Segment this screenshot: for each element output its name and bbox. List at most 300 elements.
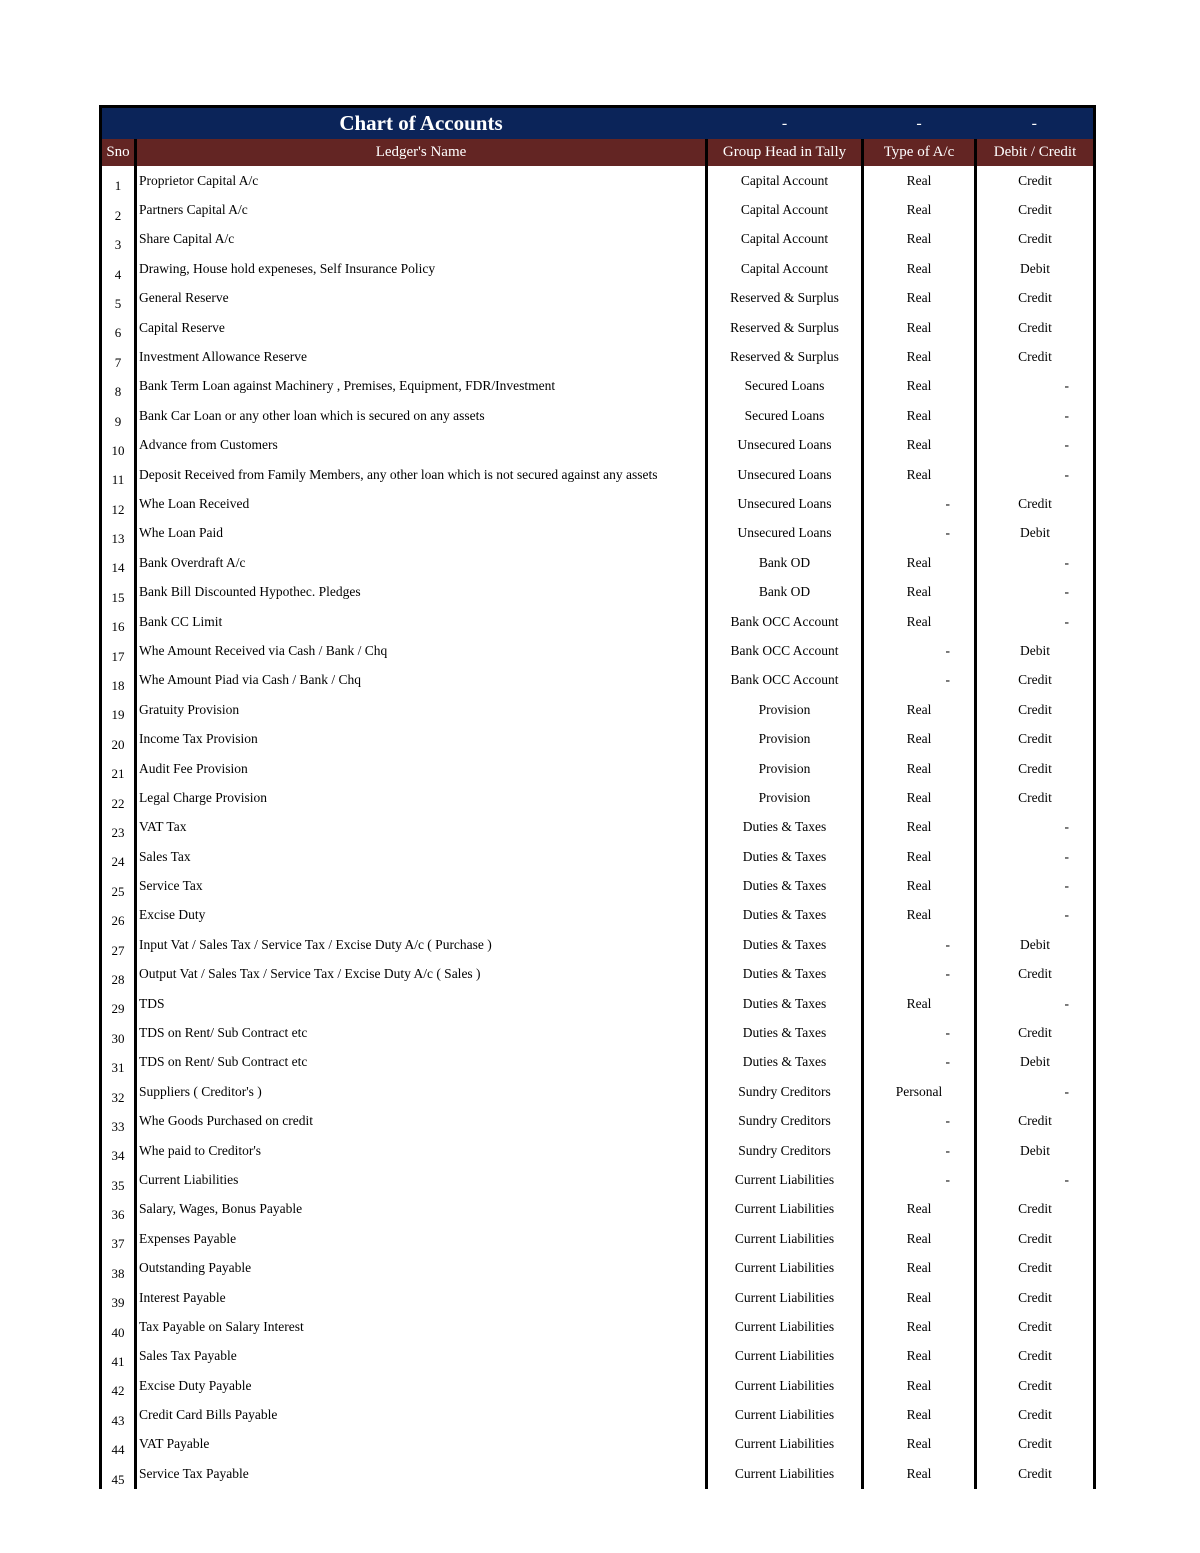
row-debit-credit: Debit (976, 519, 1095, 548)
row-type: Personal (863, 1077, 976, 1106)
row-sno: 16 (101, 607, 136, 636)
row-ledger-name: Whe Loan Received (136, 489, 707, 518)
row-sno: 11 (101, 460, 136, 489)
row-group-head: Bank OCC Account (707, 666, 863, 695)
row-debit-credit: Credit (976, 1107, 1095, 1136)
row-ledger-name: VAT Tax (136, 813, 707, 842)
table-row (101, 1312, 1095, 1341)
row-type: Real (863, 401, 976, 430)
row-ledger-name: Sales Tax Payable (136, 1342, 707, 1371)
table-row (101, 1048, 1095, 1077)
title-blank-cell (101, 107, 136, 140)
row-group-head: Current Liabilities (707, 1165, 863, 1194)
row-debit-credit (976, 1165, 1095, 1194)
row-type: Real (863, 754, 976, 783)
row-debit-credit (976, 401, 1095, 430)
row-type: Real (863, 372, 976, 401)
empty-dash: - (945, 966, 950, 982)
row-debit-credit (976, 871, 1095, 900)
row-group-head: Bank OD (707, 548, 863, 577)
row-group-head: Unsecured Loans (707, 460, 863, 489)
row-ledger-name: Interest Payable (136, 1283, 707, 1312)
row-debit-credit: Credit (976, 783, 1095, 812)
row-type: Real (863, 783, 976, 812)
row-sno: 29 (101, 989, 136, 1018)
table-row (101, 431, 1095, 460)
row-type: Real (863, 1195, 976, 1224)
row-sno: 25 (101, 871, 136, 900)
row-ledger-name: Salary, Wages, Bonus Payable (136, 1195, 707, 1224)
row-debit-credit (976, 813, 1095, 842)
row-ledger-name: Audit Fee Provision (136, 754, 707, 783)
row-group-head: Current Liabilities (707, 1459, 863, 1488)
row-ledger-name: Bank Overdraft A/c (136, 548, 707, 577)
row-ledger-name: Whe Amount Received via Cash / Bank / Chq (136, 636, 707, 665)
row-debit-credit: Credit (976, 1342, 1095, 1371)
row-ledger-name: Share Capital A/c (136, 225, 707, 254)
row-sno: 38 (101, 1253, 136, 1282)
table-row (101, 519, 1095, 548)
table-row (101, 1018, 1095, 1047)
row-debit-credit: Debit (976, 1136, 1095, 1165)
row-debit-credit (976, 607, 1095, 636)
empty-dash: - (1064, 848, 1069, 864)
row-sno: 15 (101, 577, 136, 606)
row-type: Real (863, 842, 976, 871)
row-debit-credit: Credit (976, 1195, 1095, 1224)
table-row (101, 695, 1095, 724)
row-debit-credit: Credit (976, 1371, 1095, 1400)
row-group-head: Unsecured Loans (707, 431, 863, 460)
empty-dash: - (1064, 878, 1069, 894)
row-type (863, 666, 976, 695)
row-type: Real (863, 166, 976, 195)
table-row (101, 1430, 1095, 1459)
chart-of-accounts-sheet (99, 105, 1093, 1489)
row-ledger-name: Legal Charge Provision (136, 783, 707, 812)
row-group-head: Current Liabilities (707, 1283, 863, 1312)
row-ledger-name: General Reserve (136, 284, 707, 313)
row-type: Real (863, 695, 976, 724)
row-type: Real (863, 577, 976, 606)
row-ledger-name: TDS on Rent/ Sub Contract etc (136, 1018, 707, 1047)
row-debit-credit: Credit (976, 195, 1095, 224)
row-sno: 21 (101, 754, 136, 783)
row-sno: 34 (101, 1136, 136, 1165)
row-group-head: Bank OCC Account (707, 607, 863, 636)
row-ledger-name: Sales Tax (136, 842, 707, 871)
row-sno: 31 (101, 1048, 136, 1077)
row-ledger-name: Excise Duty (136, 901, 707, 930)
row-debit-credit (976, 901, 1095, 930)
row-group-head: Duties & Taxes (707, 960, 863, 989)
row-ledger-name: Deposit Received from Family Members, any other loan which is not secured against any assets (136, 460, 707, 489)
empty-dash: - (1064, 407, 1069, 423)
row-group-head: Current Liabilities (707, 1253, 863, 1282)
table-row (101, 401, 1095, 430)
row-sno: 23 (101, 813, 136, 842)
table-row (101, 607, 1095, 636)
table-row (101, 225, 1095, 254)
table-row (101, 342, 1095, 371)
table-row (101, 1165, 1095, 1194)
row-type: Real (863, 813, 976, 842)
row-ledger-name: Whe Amount Piad via Cash / Bank / Chq (136, 666, 707, 695)
row-ledger-name: Tax Payable on Salary Interest (136, 1312, 707, 1341)
sheet-title: Chart of Accounts (136, 107, 707, 140)
row-sno: 19 (101, 695, 136, 724)
row-group-head: Capital Account (707, 166, 863, 195)
empty-dash: - (945, 525, 950, 541)
row-debit-credit: Credit (976, 695, 1095, 724)
row-ledger-name: Whe Loan Paid (136, 519, 707, 548)
row-group-head: Bank OCC Account (707, 636, 863, 665)
row-ledger-name: Advance from Customers (136, 431, 707, 460)
row-type (863, 1048, 976, 1077)
row-group-head: Capital Account (707, 254, 863, 283)
row-type: Real (863, 1283, 976, 1312)
table-row (101, 577, 1095, 606)
row-ledger-name: Whe Goods Purchased on credit (136, 1107, 707, 1136)
row-sno: 27 (101, 930, 136, 959)
accounts-table (99, 105, 1096, 1489)
table-row (101, 989, 1095, 1018)
row-group-head: Secured Loans (707, 401, 863, 430)
table-row (101, 254, 1095, 283)
empty-dash: - (1064, 819, 1069, 835)
column-header-row (101, 139, 1095, 166)
row-group-head: Bank OD (707, 577, 863, 606)
table-row (101, 842, 1095, 871)
row-debit-credit: Credit (976, 166, 1095, 195)
table-row (101, 930, 1095, 959)
row-sno: 43 (101, 1400, 136, 1429)
table-row (101, 313, 1095, 342)
row-type: Real (863, 431, 976, 460)
row-group-head: Current Liabilities (707, 1224, 863, 1253)
row-type: Real (863, 1459, 976, 1488)
row-ledger-name: Excise Duty Payable (136, 1371, 707, 1400)
row-debit-credit (976, 548, 1095, 577)
row-ledger-name: Output Vat / Sales Tax / Service Tax / Excise Duty A/c ( Sales ) (136, 960, 707, 989)
row-type: Real (863, 989, 976, 1018)
row-debit-credit: Credit (976, 1430, 1095, 1459)
row-ledger-name: Gratuity Provision (136, 695, 707, 724)
row-ledger-name: Expenses Payable (136, 1224, 707, 1253)
row-group-head: Reserved & Surplus (707, 342, 863, 371)
empty-dash: - (945, 1054, 950, 1070)
table-row (101, 901, 1095, 930)
table-row (101, 960, 1095, 989)
row-sno: 8 (101, 372, 136, 401)
row-group-head: Provision (707, 754, 863, 783)
row-type (863, 519, 976, 548)
table-row (101, 284, 1095, 313)
row-debit-credit: Credit (976, 960, 1095, 989)
row-type: Real (863, 724, 976, 753)
empty-dash: - (1064, 995, 1069, 1011)
empty-dash: - (945, 1025, 950, 1041)
row-sno: 26 (101, 901, 136, 930)
header-type: Type of A/c (863, 139, 976, 166)
empty-dash: - (945, 672, 950, 688)
row-debit-credit: Credit (976, 1224, 1095, 1253)
row-group-head: Unsecured Loans (707, 489, 863, 518)
row-debit-credit: Credit (976, 225, 1095, 254)
row-group-head: Current Liabilities (707, 1342, 863, 1371)
row-group-head: Duties & Taxes (707, 842, 863, 871)
header-ledger-name: Ledger's Name (136, 139, 707, 166)
row-group-head: Current Liabilities (707, 1312, 863, 1341)
row-debit-credit: Credit (976, 724, 1095, 753)
row-ledger-name: Whe paid to Creditor's (136, 1136, 707, 1165)
empty-dash: - (945, 936, 950, 952)
row-ledger-name: Bank CC Limit (136, 607, 707, 636)
row-type: Real (863, 225, 976, 254)
row-group-head: Reserved & Surplus (707, 284, 863, 313)
row-group-head: Capital Account (707, 225, 863, 254)
row-sno: 33 (101, 1107, 136, 1136)
row-group-head: Duties & Taxes (707, 930, 863, 959)
row-sno: 10 (101, 431, 136, 460)
row-ledger-name: Input Vat / Sales Tax / Service Tax / Excise Duty A/c ( Purchase ) (136, 930, 707, 959)
row-sno: 28 (101, 960, 136, 989)
table-row (101, 1459, 1095, 1488)
row-sno: 13 (101, 519, 136, 548)
row-ledger-name: Outstanding Payable (136, 1253, 707, 1282)
empty-dash: - (1064, 378, 1069, 394)
empty-dash: - (1064, 1083, 1069, 1099)
table-row (101, 783, 1095, 812)
title-row (101, 107, 1095, 140)
table-row (101, 1136, 1095, 1165)
table-row (101, 1077, 1095, 1106)
row-group-head: Duties & Taxes (707, 1048, 863, 1077)
row-debit-credit (976, 431, 1095, 460)
row-ledger-name: Current Liabilities (136, 1165, 707, 1194)
empty-dash: - (945, 495, 950, 511)
row-debit-credit: Credit (976, 284, 1095, 313)
row-sno: 30 (101, 1018, 136, 1047)
row-sno: 7 (101, 342, 136, 371)
row-debit-credit (976, 577, 1095, 606)
row-debit-credit (976, 460, 1095, 489)
row-sno: 24 (101, 842, 136, 871)
table-row (101, 372, 1095, 401)
row-ledger-name: Service Tax (136, 871, 707, 900)
row-type: Real (863, 1312, 976, 1341)
row-type: Real (863, 901, 976, 930)
row-type (863, 1018, 976, 1047)
table-row (101, 489, 1095, 518)
empty-dash: - (1064, 437, 1069, 453)
row-debit-credit: Credit (976, 666, 1095, 695)
row-group-head: Duties & Taxes (707, 871, 863, 900)
row-sno: 39 (101, 1283, 136, 1312)
row-sno: 40 (101, 1312, 136, 1341)
empty-dash: - (945, 1171, 950, 1187)
row-type: Real (863, 871, 976, 900)
row-group-head: Duties & Taxes (707, 901, 863, 930)
row-type (863, 1165, 976, 1194)
table-row (101, 1283, 1095, 1312)
row-ledger-name: Proprietor Capital A/c (136, 166, 707, 195)
row-debit-credit: Credit (976, 313, 1095, 342)
row-debit-credit (976, 372, 1095, 401)
row-type (863, 1107, 976, 1136)
header-sno: Sno (101, 139, 136, 166)
row-sno: 44 (101, 1430, 136, 1459)
title-dash-group: - (707, 107, 863, 140)
row-type: Real (863, 1342, 976, 1371)
row-sno: 3 (101, 225, 136, 254)
table-row (101, 666, 1095, 695)
empty-dash: - (945, 1142, 950, 1158)
row-debit-credit (976, 1077, 1095, 1106)
header-debit-credit: Debit / Credit (976, 139, 1095, 166)
table-row (101, 1195, 1095, 1224)
row-group-head: Unsecured Loans (707, 519, 863, 548)
row-type: Real (863, 342, 976, 371)
row-sno: 22 (101, 783, 136, 812)
table-row (101, 813, 1095, 842)
row-group-head: Sundry Creditors (707, 1077, 863, 1106)
table-row (101, 754, 1095, 783)
row-group-head: Current Liabilities (707, 1195, 863, 1224)
row-type: Real (863, 548, 976, 577)
row-type: Real (863, 1253, 976, 1282)
row-sno: 1 (101, 166, 136, 195)
table-row (101, 1400, 1095, 1429)
row-type: Real (863, 1400, 976, 1429)
row-sno: 42 (101, 1371, 136, 1400)
row-debit-credit: Credit (976, 1253, 1095, 1282)
row-type: Real (863, 254, 976, 283)
row-group-head: Current Liabilities (707, 1430, 863, 1459)
row-sno: 6 (101, 313, 136, 342)
row-sno: 4 (101, 254, 136, 283)
row-sno: 14 (101, 548, 136, 577)
row-sno: 41 (101, 1342, 136, 1371)
row-group-head: Sundry Creditors (707, 1136, 863, 1165)
empty-dash: - (1064, 907, 1069, 923)
table-row (101, 195, 1095, 224)
title-dash-dc: - (976, 107, 1095, 140)
row-sno: 45 (101, 1459, 136, 1488)
row-debit-credit: Debit (976, 1048, 1095, 1077)
table-row (101, 724, 1095, 753)
row-debit-credit: Credit (976, 1283, 1095, 1312)
table-row (101, 548, 1095, 577)
row-debit-credit: Credit (976, 1459, 1095, 1488)
row-ledger-name: TDS (136, 989, 707, 1018)
row-sno: 32 (101, 1077, 136, 1106)
row-group-head: Duties & Taxes (707, 1018, 863, 1047)
row-debit-credit (976, 842, 1095, 871)
row-type (863, 960, 976, 989)
row-ledger-name: Service Tax Payable (136, 1459, 707, 1488)
empty-dash: - (1064, 466, 1069, 482)
table-body (101, 166, 1095, 1489)
row-group-head: Sundry Creditors (707, 1107, 863, 1136)
row-sno: 17 (101, 636, 136, 665)
row-debit-credit: Credit (976, 1312, 1095, 1341)
row-group-head: Provision (707, 695, 863, 724)
row-sno: 37 (101, 1224, 136, 1253)
empty-dash: - (945, 1113, 950, 1129)
empty-dash: - (1064, 1171, 1069, 1187)
row-type: Real (863, 460, 976, 489)
row-type (863, 489, 976, 518)
empty-dash: - (945, 642, 950, 658)
row-type (863, 1136, 976, 1165)
row-type (863, 930, 976, 959)
row-ledger-name: Bank Bill Discounted Hypothec. Pledges (136, 577, 707, 606)
row-sno: 5 (101, 284, 136, 313)
row-ledger-name: Suppliers ( Creditor's ) (136, 1077, 707, 1106)
table-row (101, 1342, 1095, 1371)
empty-dash: - (1064, 613, 1069, 629)
row-ledger-name: TDS on Rent/ Sub Contract etc (136, 1048, 707, 1077)
row-debit-credit: Debit (976, 636, 1095, 665)
row-type: Real (863, 195, 976, 224)
row-sno: 2 (101, 195, 136, 224)
table-row (101, 1224, 1095, 1253)
row-group-head: Secured Loans (707, 372, 863, 401)
row-sno: 12 (101, 489, 136, 518)
row-type: Real (863, 1224, 976, 1253)
row-group-head: Reserved & Surplus (707, 313, 863, 342)
table-row (101, 1371, 1095, 1400)
title-dash-type: - (863, 107, 976, 140)
row-ledger-name: Credit Card Bills Payable (136, 1400, 707, 1429)
row-ledger-name: Bank Term Loan against Machinery , Premises, Equipment, FDR/Investment (136, 372, 707, 401)
row-group-head: Current Liabilities (707, 1400, 863, 1429)
empty-dash: - (1064, 554, 1069, 570)
row-ledger-name: VAT Payable (136, 1430, 707, 1459)
row-ledger-name: Drawing, House hold expeneses, Self Insurance Policy (136, 254, 707, 283)
row-type: Real (863, 1371, 976, 1400)
row-ledger-name: Income Tax Provision (136, 724, 707, 753)
row-debit-credit: Credit (976, 489, 1095, 518)
row-type: Real (863, 1430, 976, 1459)
table-row (101, 460, 1095, 489)
row-type: Real (863, 607, 976, 636)
row-group-head: Current Liabilities (707, 1371, 863, 1400)
row-ledger-name: Partners Capital A/c (136, 195, 707, 224)
table-row (101, 1253, 1095, 1282)
row-sno: 18 (101, 666, 136, 695)
row-group-head: Provision (707, 724, 863, 753)
row-debit-credit: Debit (976, 254, 1095, 283)
row-ledger-name: Capital Reserve (136, 313, 707, 342)
header-group-head: Group Head in Tally (707, 139, 863, 166)
row-sno: 35 (101, 1165, 136, 1194)
row-type: Real (863, 284, 976, 313)
row-ledger-name: Bank Car Loan or any other loan which is secured on any assets (136, 401, 707, 430)
table-row (101, 166, 1095, 195)
row-group-head: Duties & Taxes (707, 989, 863, 1018)
row-type: Real (863, 313, 976, 342)
row-debit-credit (976, 989, 1095, 1018)
row-ledger-name: Investment Allowance Reserve (136, 342, 707, 371)
table-row (101, 636, 1095, 665)
row-sno: 36 (101, 1195, 136, 1224)
row-type (863, 636, 976, 665)
empty-dash: - (1064, 584, 1069, 600)
row-group-head: Provision (707, 783, 863, 812)
row-group-head: Capital Account (707, 195, 863, 224)
